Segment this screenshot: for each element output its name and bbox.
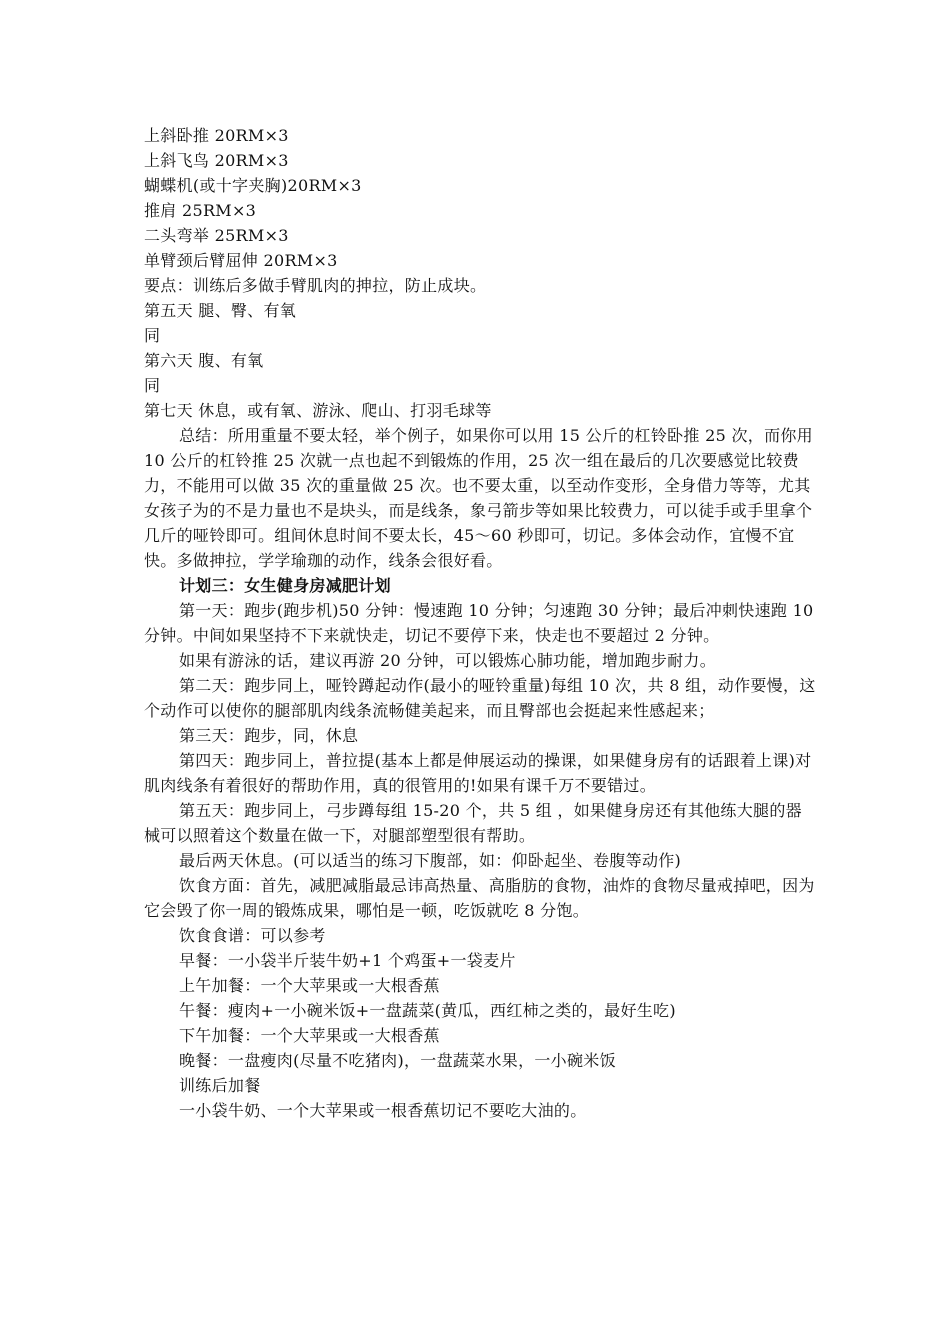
text-line: 二头弯举 25RM×3 — [144, 226, 289, 245]
plan-paragraph: 饮食方面：首先，减肥减脂最忌讳高热量、高脂肪的食物，油炸的食物尽量戒掉吧，因为它会毁了你一周的锻炼成果，哪怕是一顿，吃饭就吃 8 分饱。 — [144, 876, 815, 920]
plan-paragraph: 第三天：跑步，同，休息 — [179, 726, 359, 745]
diet-line: 上午加餐：一个大苹果或一大根香蕉 — [179, 976, 440, 995]
text-line: 要点：训练后多做手臂肌肉的抻拉，防止成块。 — [144, 276, 487, 295]
text-line: 同 — [144, 376, 161, 395]
plan-paragraph: 第四天：跑步同上，普拉提(基本上都是伸展运动的操课，如果健身房有的话跟着上课)对肌肉线条有着很好的帮助作用，真的很管用的!如果有课千万不要错过。 — [144, 751, 812, 795]
diet-line: 一小袋牛奶、一个大苹果或一根香蕉切记不要吃大油的。 — [179, 1101, 587, 1120]
text-line: 上斜卧推 20RM×3 — [144, 126, 289, 145]
plan-paragraph: 如果有游泳的话，建议再游 20 分钟，可以锻炼心肺功能，增加跑步耐力。 — [179, 651, 717, 670]
text-line: 推肩 25RM×3 — [144, 201, 257, 220]
plan-paragraph: 第五天：跑步同上，弓步蹲每组 15-20 个，共 5 组 ，如果健身房还有其他练大腿的器械可以照着这个数量在做一下，对腿部塑型很有帮助。 — [144, 801, 802, 845]
text-line: 第五天 腿、臀、有氧 — [144, 301, 297, 320]
diet-line: 下午加餐：一个大苹果或一大根香蕉 — [179, 1026, 440, 1045]
text-line: 蝴蝶机(或十字夹胸)20RM×3 — [144, 176, 362, 195]
text-line: 同 — [144, 326, 161, 345]
document-body — [144, 123, 816, 1123]
text-line: 第六天 腹、有氧 — [144, 351, 264, 370]
text-line: 第七天 休息，或有氧、游泳、爬山、打羽毛球等 — [144, 401, 492, 420]
plan-paragraph: 第二天：跑步同上，哑铃蹲起动作(最小的哑铃重量)每组 10 次，共 8 组，动作要慢，这个动作可以使你的腿部肌肉线条流畅健美起来，而且臀部也会挺起来性感起来； — [144, 676, 816, 720]
diet-line: 早餐：一小袋半斤装牛奶+1 个鸡蛋+一袋麦片 — [179, 951, 516, 970]
plan-paragraph: 第一天：跑步(跑步机)50 分钟：慢速跑 10 分钟；匀速跑 30 分钟；最后冲刺快速跑 10 分钟。中间如果坚持不下来就快走，切记不要停下来，快走也不要超过 2 分钟。 — [144, 601, 814, 645]
plan-paragraph: 最后两天休息。(可以适当的练习下腹部，如：仰卧起坐、卷腹等动作) — [179, 851, 682, 870]
plan-paragraph: 饮食食谱：可以参考 — [179, 926, 326, 945]
plan-heading: 计划三：女生健身房减肥计划 — [179, 576, 391, 595]
diet-line: 午餐：瘦肉+一小碗米饭+一盘蔬菜(黄瓜，西红柿之类的，最好生吃) — [179, 1001, 676, 1020]
diet-line: 训练后加餐 — [179, 1076, 261, 1095]
text-line: 单臂颈后臂屈伸 20RM×3 — [144, 251, 338, 270]
diet-line: 晚餐：一盘瘦肉(尽量不吃猪肉)，一盘蔬菜水果，一小碗米饭 — [179, 1051, 616, 1070]
text-line: 上斜飞鸟 20RM×3 — [144, 151, 289, 170]
summary-paragraph: 总结：所用重量不要太轻，举个例子，如果你可以用 15 公斤的杠铃卧推 25 次，而你用 10 公斤的杠铃推 25 次就一点也起不到锻炼的作用，25 次一组在最后的几次要感觉比较费力，不能用可以做 35 次的重量做 25 次。也不要太重，以至动作变形，全身借力等等，尤其女孩子为的不是力量也不是块头，而是线条，象弓箭步等如果比较费力，可以徒手或手里拿个几斤的哑铃即可。组间休息时间不要太长，45～60 秒即可，切记。多体会动作，宜慢不宜快。多做抻拉，学学瑜珈的动作，线条会很好看。 — [144, 426, 813, 570]
